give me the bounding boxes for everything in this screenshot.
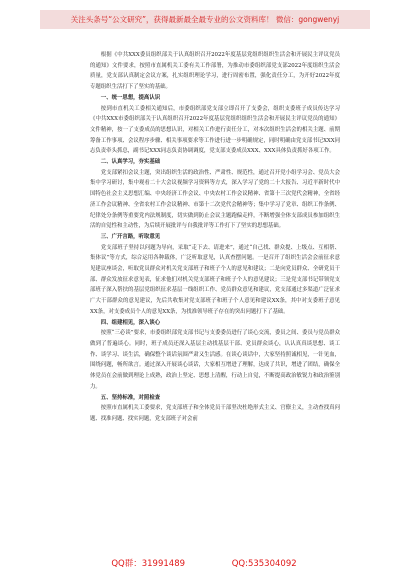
promo-banner: 关注头条号“公文研究”，获得最新最全最专业的公文资料库！ 微信：gongwenyj [40,10,370,29]
section-4-paragraph: 按照“三必谈”要求，市委组织部党支部书记与支委委员进行了谈心交流，委员之间、委员与党员群众做到了普遍谈心。同时，班子成员还深入基层主动找基层干部、党员群众谈心，认认真真谈思想、谈工作、谈学习、谈生活，确保整个谈话氛围严肃又生活感。在谈心谈话中，大家坚持照诚相见，一针见血，围绕问题，畅所欲言。通过深入开展谈心谈话，大家相互增进了理解，达成了共识，增进了团结，确保全体党员在会前做到理论上成熟，政治上坚定、思想上清醒，行动上自觉，不断提高政治敏锐力和政治鉴别力。 [90,330,340,390]
section-3-paragraph: 党支部班子坚持以问题为导向，采取“走下去、请进来”，通过“自己找、群众提、上级点、互相帮、集体议”等方式，综合运用各种载体，广泛听取意见，认真查摆问题。一是召开了组织生活会会前征求意见建议座谈会，听取党员群众对机关党支部班子和班子个人的意见和建议；二是向党员群众、全研党员干部、群众发放征求意见表，征求他们对机关党支部班子和班子个人的意见建议；三是党支部书记带领党支部班子深入帮扶的基层党组织征求基层一线组织工作、党员群众意见和建议，党支部通过多渠道广泛征求广大干部群众的意见建议，先后共收集对党支部班子和班子个人意见和建议XX条，其中对支委班子意见XX条，对支委成员个人的意见XX条，为找准领导班子存在的突出问题打下了基础。 [90,244,340,315]
section-heading-4: 四、组建相见，深入谈心 [100,319,161,326]
section-heading-2: 二、认真学习，夯实基础 [100,159,161,166]
contact-footer [0,556,408,572]
intro-paragraph: 根据《中共XXX委员组织部关于认真组织召开2022年度基层党组织组织生活会和开展民主评议党员的通知》文件要求，按照市直属机关工委有关工作部署，为推动市委组织部党支部2022年度组织生活会质量，党支部认真制定会议方案，扎实组织理论学习，进行周密布置，强化责任分工，为开好2022年度专题组织生活打下了坚实的基础。 [90,52,340,91]
qq-group-text: QQ群：31991489 [111,559,186,569]
section-heading-3: 三、广开言路，听取意见 [100,233,161,240]
section-heading-5: 五、坚持标准，对照检查 [100,394,161,401]
document-body [90,50,340,425]
section-heading-1: 一、统一思想，提高认识 [100,94,161,101]
section-5-paragraph: 按照市直属机关工委要求，党支部班子和全体党员干部坚决杜绝形式主义、官僚主义，主动查找真问题、找准问题、找实问题，党支部班子对会前 [90,405,340,422]
section-1-paragraph: 按到市直机关工委相关通知后，市委组织部党支部立即召开了支委会，组织支委班子成员传达学习《中共XXX市委组织部关于认真组织召开2022年度基层党组织组织生活会和开展民主评议党员的通知》文件精神，按一了支委成员的思想认识，对相关工作进行责任分工，对本次组织生活会的相关主题、前期筹备工作事项、会议程序步骤、相关事项要求等工作进行进一步明确规定，同时明确由党支部书记XXX同志负责牵头抓总，副书记XXX同志负责协调调度，党支部支委成员XXX、XXX具体负责抓好各项工作。 [90,105,340,155]
section-2-paragraph: 党支部紧扣会议主题，突出组织生活的政治性、严肃性、规范性，通过召开党小组学习会、党员大会集中学习研讨，集中观看二十大会议视频学习资料等方式，深入学习了党的二十大报告、习近平新时代中国特色社会主义思想汇编、中央经济工作会议、中央农村工作会议精神、省第十三次党代会精神，全省经济工作会议精神、全省农村工作会议精神、市第十二次党代会精神等；集中学习了党章、组织工作条例、纪律处分条例等重要党内法规制度，切实做到防止会议主题跑偏走样，不断增强全体支部成员参加组织生活的自觉性和主动性，为后续开展批评与自我批评等工作打下了坚实的思想基础。 [90,169,340,230]
qq-text: QQ:535304092 [231,559,297,569]
